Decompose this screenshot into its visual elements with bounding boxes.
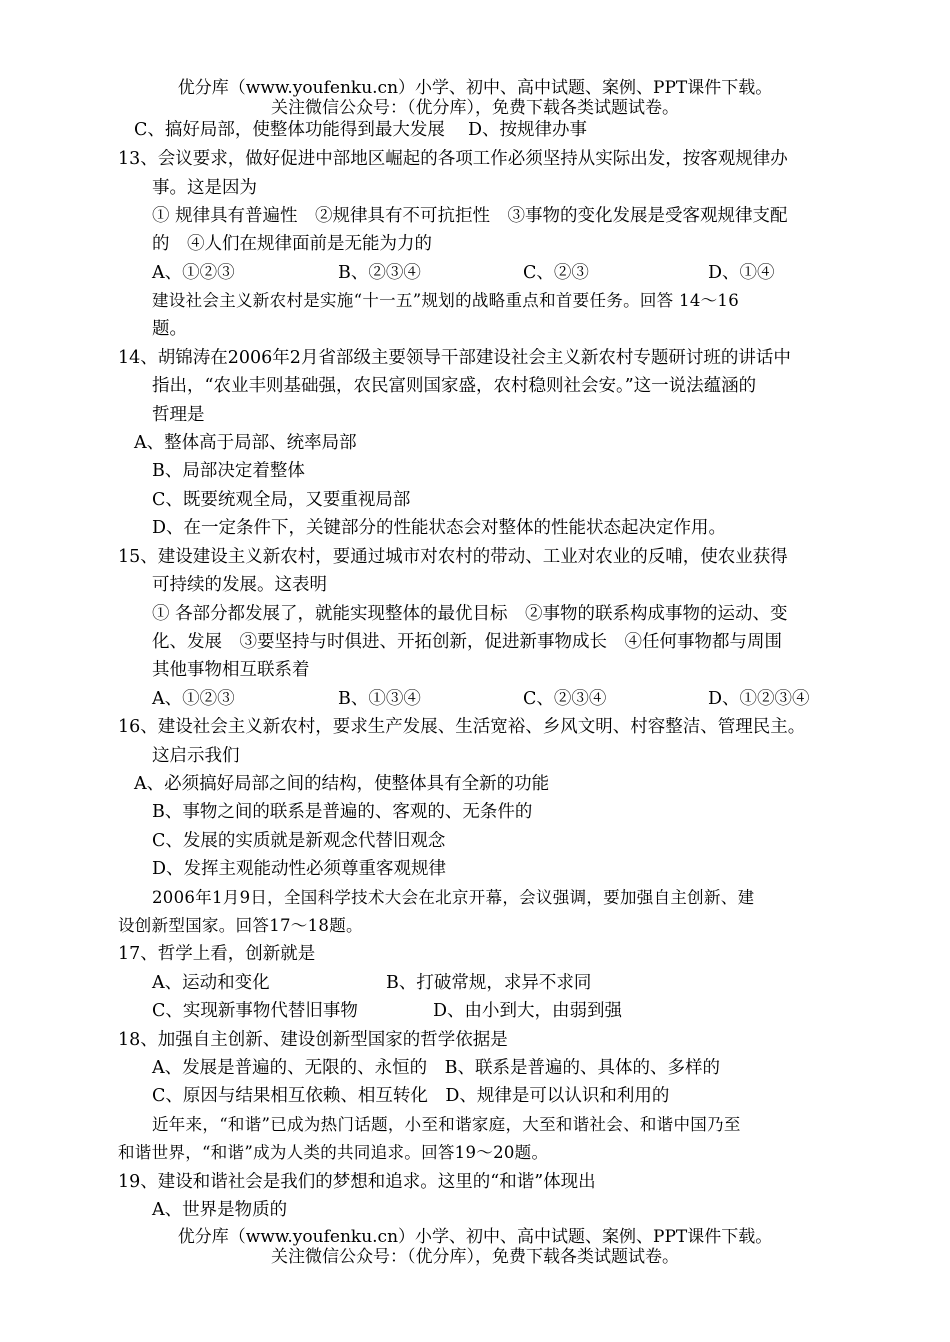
q13-stem-line-2: 事。这是因为 [152,178,257,198]
q17-option-c: C、实现新事物代替旧事物 [152,1001,358,1021]
intro-14-16-line-1: 建设社会主义新农村是实施“十一五”规划的战略重点和首要任务。回答 14～16 [152,291,740,310]
q15-statements-line-2: 化、发展 ③要坚持与时俱进、开拓创新，促进新事物成长 ④任何事物都与周围 [152,632,782,652]
footer-line-1: 优分库（www.youfenku.cn）小学、初中、高中试题、案例、PPT课件下载。 [177,1227,773,1247]
q13-option-d: D、①④ [708,263,775,283]
q15-option-c: C、②③④ [523,689,607,709]
q18-options-cd: C、原因与结果相互依赖、相互转化 D、规律是可以认识和利用的 [152,1086,670,1106]
q16-stem-line-1: 16、建设社会主义新农村，要求生产发展、生活宽裕、乡风文明、村容整洁、管理民主。 [118,717,806,737]
q17-option-b: B、打破常规，求异不求同 [386,973,592,993]
q16-option-d: D、发挥主观能动性必须尊重客观规律 [152,859,447,879]
intro-17-18-line-1: 2006年1月9日，全国科学技术大会在北京开幕，会议强调，要加强自主创新、建 [152,888,755,907]
intro-14-16-line-2: 题。 [152,319,187,339]
q14-stem-line-2: 指出，“农业丰则基础强，农民富则国家盛，农村稳则社会安。”这一说法蕴涵的 [152,376,757,396]
q14-option-c: C、既要统观全局，又要重视局部 [152,490,411,510]
q18-stem: 18、加强自主创新、建设创新型国家的哲学依据是 [118,1030,508,1050]
intro-19-20-line-2: 和谐世界，“和谐”成为人类的共同追求。回答19～20题。 [118,1143,549,1162]
q13-statements-line-1: ① 规律具有普遍性 ②规律具有不可抗拒性 ③事物的变化发展是受客观规律支配 [152,206,788,226]
q16-option-a: A、必须搞好局部之间的结构，使整体具有全新的功能 [134,774,550,794]
q19-stem: 19、建设和谐社会是我们的梦想和追求。这里的“和谐”体现出 [118,1172,596,1192]
q16-stem-line-2: 这启示我们 [152,746,240,766]
intro-17-18-line-2: 设创新型国家。回答17～18题。 [118,916,363,935]
q14-option-d: D、在一定条件下，关键部分的性能状态会对整体的性能状态起决定作用。 [152,518,727,538]
header-line-1: 优分库（www.youfenku.cn）小学、初中、高中试题、案例、PPT课件下载。 [177,78,773,98]
q14-option-a: A、整体高于局部、统率局部 [134,433,357,453]
q13-option-a: A、①②③ [152,263,235,283]
q14-stem-line-3: 哲理是 [152,405,205,425]
q14-option-b: B、局部决定着整体 [152,461,305,481]
q16-option-c: C、发展的实质就是新观念代替旧观念 [152,831,446,851]
q15-option-d: D、①②③④ [708,689,810,709]
footer-line-2: 关注微信公众号：（优分库），免费下载各类试题试卷。 [271,1247,679,1267]
q15-stem-line-2: 可持续的发展。这表明 [152,575,327,595]
q13-option-c: C、②③ [523,263,589,283]
q13-statements-line-2: 的 ④人们在规律面前是无能为力的 [152,234,432,254]
q15-option-a: A、①②③ [152,689,235,709]
header-line-2: 关注微信公众号：（优分库），免费下载各类试题试卷。 [271,98,679,118]
q13-option-b: B、②③④ [338,263,421,283]
q12-option-cd: C、搞好局部，使整体功能得到最大发展 D、按规律办事 [134,120,587,140]
q14-stem-line-1: 14、胡锦涛在2006年2月省部级主要领导干部建设社会主义新农村专题研讨班的讲话中 [118,348,791,368]
q13-stem-line-1: 13、会议要求，做好促进中部地区崛起的各项工作必须坚持从实际出发，按客观规律办 [118,149,788,169]
q15-statements-line-1: ① 各部分都发展了，就能实现整体的最优目标 ②事物的联系构成事物的运动、变 [152,604,788,624]
q17-option-a: A、运动和变化 [152,973,270,993]
q17-option-d: D、由小到大，由弱到强 [433,1001,623,1021]
q18-options-ab: A、发展是普遍的、无限的、永恒的 B、联系是普遍的、具体的、多样的 [152,1058,720,1078]
q15-option-b: B、①③④ [338,689,421,709]
q19-option-a: A、世界是物质的 [152,1200,288,1220]
q16-option-b: B、事物之间的联系是普遍的、客观的、无条件的 [152,802,533,822]
q17-stem: 17、哲学上看，创新就是 [118,944,316,964]
q15-stem-line-1: 15、建设建设主义新农村，要通过城市对农村的带动、工业对农业的反哺，使农业获得 [118,547,788,567]
intro-19-20-line-1: 近年来，“和谐”已成为热门话题，小至和谐家庭，大至和谐社会、和谐中国乃至 [152,1115,741,1134]
q15-statements-line-3: 其他事物相互联系着 [152,660,310,680]
